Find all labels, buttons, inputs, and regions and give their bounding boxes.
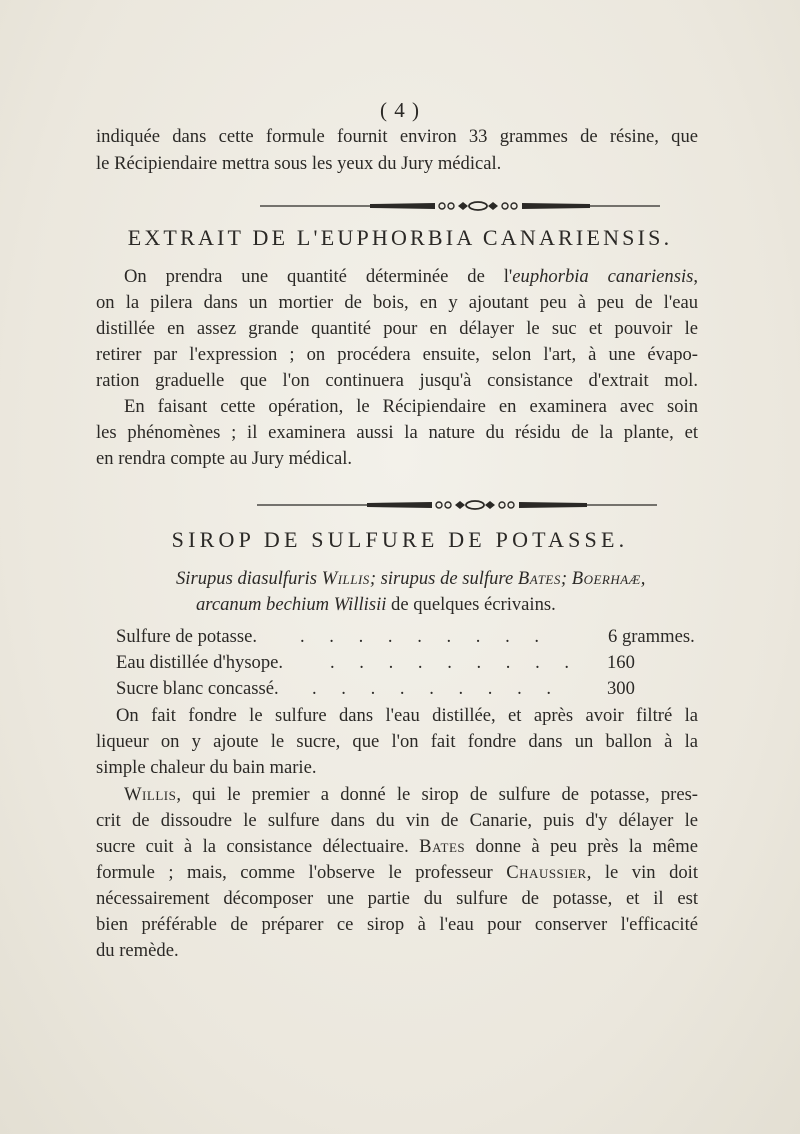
history-line-3-text: sucre cuit à la consistance délectuaire. [96, 836, 409, 857]
history-line-2: crit de dissoudre le sulfure dans du vin de Canarie, puis d'y délayer le [96, 810, 698, 831]
history-line-4-text: formule ; mais, comme l'observe le professeur [96, 862, 493, 883]
recipe-quantity: 160 [607, 652, 635, 673]
recipe-ingredient: Sucre blanc concassé. [116, 678, 279, 699]
extrait-line-1-text: On prendra une quantité déterminée de l' [124, 266, 513, 287]
latin-name-2: ; sirupus de sulfure [369, 568, 514, 589]
history-line-1-text: , qui le premier a donné le sirop de sulfure de potasse, pres- [176, 784, 698, 805]
latin-sep: ; [560, 568, 568, 589]
recipe-leader-dots: . . . . . . . . . [312, 678, 562, 699]
section-heading-sirop: SIROP DE SULFURE DE POTASSE. [171, 527, 629, 552]
history-line-5: nécessairement décomposer une partie du sulfure de potasse, et il est [96, 888, 698, 909]
author-chaussier-text: Chaussier [506, 862, 587, 883]
ornamental-rule-1 [260, 200, 660, 212]
extrait-line-7: les phénomènes ; il examinera aussi la nature du résidu de la plante, et [96, 422, 698, 443]
extrait-line-3: distillée en assez grande quantité pour en délayer le suc et pouvoir le [96, 318, 698, 339]
extrait-line-4: retirer par l'expression ; on procédera ensuite, selon l'art, à une évapo- [96, 344, 698, 365]
recipe-leader-dots: . . . . . . . . . [330, 652, 580, 673]
extrait-line-6: En faisant cette opération, le Récipiendaire en examinera avec soin [124, 396, 698, 417]
ornamental-rule-2 [257, 499, 657, 511]
recipe-ingredient: Sulfure de potasse. [116, 626, 257, 647]
latin-name-3: arcanum bechium Willisii [196, 594, 387, 615]
recipe-leader-dots: . . . . . . . . . [300, 626, 550, 647]
extrait-line-8: en rendra compte au Jury médical. [96, 448, 353, 469]
history-line-6: bien préférable de préparer ce sirop à l'eau pour conserver l'efficacité [96, 914, 698, 935]
intro-line-2: le Récipiendaire mettra sous les yeux du Jury médical. [96, 153, 502, 174]
extrait-line-1-punct: , [693, 266, 699, 287]
recipe-row [116, 650, 283, 676]
page-number: ( 4 ) [380, 98, 420, 122]
recipe-row [116, 676, 279, 702]
author-bates-text: Bates [419, 836, 466, 857]
latin-synonyms-line-2 [196, 592, 696, 618]
history-line-3-end: donne à peu près la même [475, 836, 698, 857]
recipe-ingredient: Eau distillée d'hysope. [116, 652, 284, 673]
latin-source: de quelques écrivains. [386, 594, 556, 615]
latin-name-1: Sirupus diasulfuris [176, 568, 318, 589]
intro-line-1: indiquée dans cette formule fournit environ 33 grammes de résine, que [96, 126, 698, 147]
history-line-7: du remède. [96, 940, 179, 961]
author-boerhaave: Boerhaæ, [571, 568, 646, 589]
method-line-1: On fait fondre le sulfure dans l'eau distillée, et après avoir filtré la [116, 705, 698, 726]
recipe-row [116, 624, 257, 650]
extrait-line-2: on la pilera dans un mortier de bois, en y ajoutant peu à peu de l'eau [96, 292, 698, 313]
recipe-quantity: 6 grammes. [608, 626, 695, 647]
recipe-quantity: 300 [607, 678, 635, 699]
author-bates: Bates [517, 568, 561, 589]
latin-synonyms-line-1 [176, 566, 716, 592]
euphorbia-name: euphorbia canariensis [512, 266, 694, 287]
history-line-3 [96, 834, 698, 860]
history-line-4-end: , le vin doit [586, 862, 698, 883]
method-line-2: liqueur on y ajoute le sucre, que l'on fait fondre dans un ballon à la [96, 731, 698, 752]
section-heading-extrait: EXTRAIT DE L'EUPHORBIA CANARIENSIS. [127, 225, 673, 250]
method-line-3: simple chaleur du bain marie. [96, 757, 317, 778]
history-line-1 [124, 782, 698, 808]
extrait-line-5: ration graduelle que l'on continuera jusqu'à consistance d'extrait mol. [96, 370, 698, 391]
history-line-4 [96, 860, 698, 886]
author-willis-text: Willis [124, 784, 177, 805]
author-willis: Willis [321, 568, 370, 589]
extrait-line-1 [124, 264, 698, 290]
